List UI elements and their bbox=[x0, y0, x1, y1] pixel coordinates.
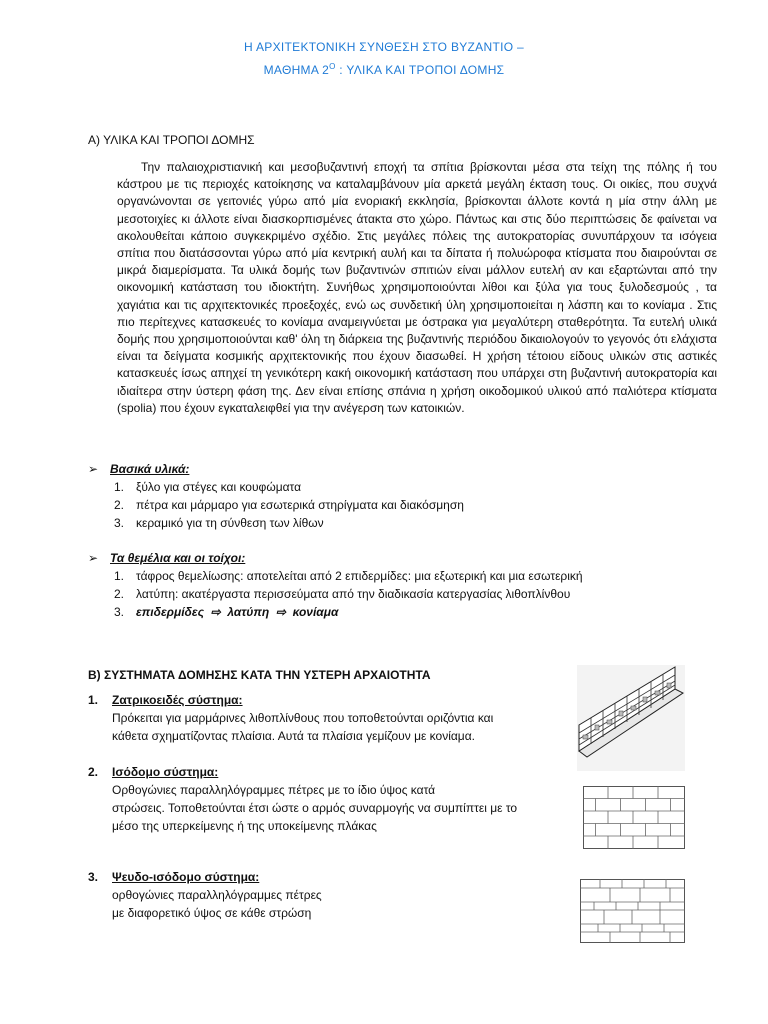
right-arrow-icon: ⇨ bbox=[275, 605, 286, 619]
basic-materials-label: Βασικά υλικά: bbox=[110, 462, 190, 476]
list-item: 2. πέτρα και μάρμαρο για εσωτερικά στηρίγματα και διακόσμηση bbox=[114, 498, 464, 512]
list-item: 1. ξύλο για στέγες και κουφώματα bbox=[114, 480, 302, 494]
isodomic-wall-illustration bbox=[583, 786, 685, 849]
section-b-heading: Β) ΣΥΣΤΗΜΑΤΑ ΔΟΜΗΣΗΣ ΚΑΤΑ ΤΗΝ ΥΣΤΕΡΗ ΑΡΧΑΙΟΤΗΤΑ bbox=[88, 668, 431, 682]
basic-materials-bullet bbox=[88, 462, 189, 476]
list-item: 3. κεραμικό για τη σύνθεση των λίθων bbox=[114, 516, 324, 530]
system-3-title: Ψευδο-ισόδομο σύστημα: bbox=[112, 870, 260, 884]
section-a-paragraph: Την παλαιοχριστιανική και μεσοβυζαντινή εποχή τα σπίτια βρίσκονται μέσα στα τείχη της πόλης ή του κάστρου με τις περιοχές κατοίκησης να καταλαμβάνουν μία αρκετά μεγάλη έκταση τους. Οι οικίες, που συχνά οργανώνονται σε γειτονιές γύρω από μία ενοριακή εκκλησία, βρίσκονται άλλοτε κοντά η μία στην άλλη με μεσοτοιχίες κι άλλοτε είναι διασκορπισμένες άτακτα στο χώρο. Πάντως και στις δύο περιπτώσεις δε φαίνεται να ακολουθείται κάποιο συγκεκριμένο σχέδιο. Στις μεγάλες πόλεις της αυτοκρατορίας συνυπάρχουν τα ισόγεια σπίτια που διατάσσονται γύρω από μία κεντρική αυλή και τα δίπατα ή πολυώροφα κτίσματα που διαιρούνται σε μικρά διαμερίσματα. Τα υλικά δομής των βυζαντινών σπιτιών είναι μάλλον ευτελή αν και εξαρτώνται από την οικονομική κατάσταση του ιδιοκτήτη. Συνήθως χρησιμοποιούνται λίθοι και ξύλα για τους ξυλοδεσμούς , τα χαγιάτια και τις αρχιτεκτονικές προεξοχές, ενώ ως συνδετική ύλη χρησιμοποιείται η λάσπη και το κονίαμα . Στις πιο περίτεχνες κατασκευές το κονίαμα αναμειγνύεται με όστρακα για μεγαλύτερη σταθερότητα. Τα ευτελή υλικά δομής που χρησιμοποιούνται καθ' όλη τη διάρκεια της βυζαντινής περιόδου δικαιολογούν το γεγονός ότι ελάχιστα είναι τα δείγματα κοσμικής αρχιτεκτονικής που έχουν διασωθεί. Η χρήση τέτοιου είδους υλικών στις αστικές κατασκευές ίσως απηχεί τη γενικότερη κακή οικονομική κατάσταση που υπάρχει στη βυζαντινή αυτοκρατορία και ιδιαίτερα στην ύστερη φάση της. Δεν είναι επίσης σπάνια η χρήση οικοδομικού υλικού από παλιότερα κτίσματα (spolia) που έχουν εγκαταλειφθεί για την ανέγερση των κατοικιών. bbox=[117, 160, 717, 415]
list-item: 1. τάφρος θεμελίωσης: αποτελείται από 2 επιδερμίδες: μια εξωτερική και μια εσωτερική bbox=[114, 569, 583, 583]
system-1-title: Ζατρικοειδές σύστημα: bbox=[112, 693, 243, 707]
right-arrow-icon: ⇨ bbox=[210, 605, 221, 619]
document-title-line1: Η ΑΡΧΙΤΕΚΤΟΝΙΚΗ ΣΥΝΘΕΣΗ ΣΤΟ ΒΥΖΑΝΤΙΟ – bbox=[244, 40, 524, 54]
bullet-arrow-icon: ➢ bbox=[88, 551, 99, 565]
system-2-title: Ισόδομο σύστημα: bbox=[112, 765, 219, 779]
pseudo-isodomic-wall-illustration bbox=[580, 879, 685, 943]
document-title-line2: ΜΑΘΗΜΑ $2^O$ : ΥΛΙΚΑ ΚΑΙ ΤΡΟΠΟΙ ΔΟΜΗΣ bbox=[263, 62, 505, 77]
section-a-heading: Α) ΥΛΙΚΑ ΚΑΙ ΤΡΟΠΟΙ ΔΟΜΗΣ bbox=[88, 133, 255, 147]
foundations-label: Τα θεμέλια και οι τοίχοι: bbox=[110, 551, 246, 565]
chequered-wall-illustration bbox=[577, 665, 685, 771]
list-item: 2. λατύπη: ακατέργαστα περισσεύματα από την διαδικασία κατεργασίας λιθοπλίνθου bbox=[114, 587, 571, 601]
bullet-arrow-icon: ➢ bbox=[88, 462, 99, 476]
list-item: 3. επιδερμίδες ⇨ λατύπη ⇨ κονίαμα bbox=[114, 605, 339, 619]
foundations-bullet bbox=[88, 551, 245, 565]
